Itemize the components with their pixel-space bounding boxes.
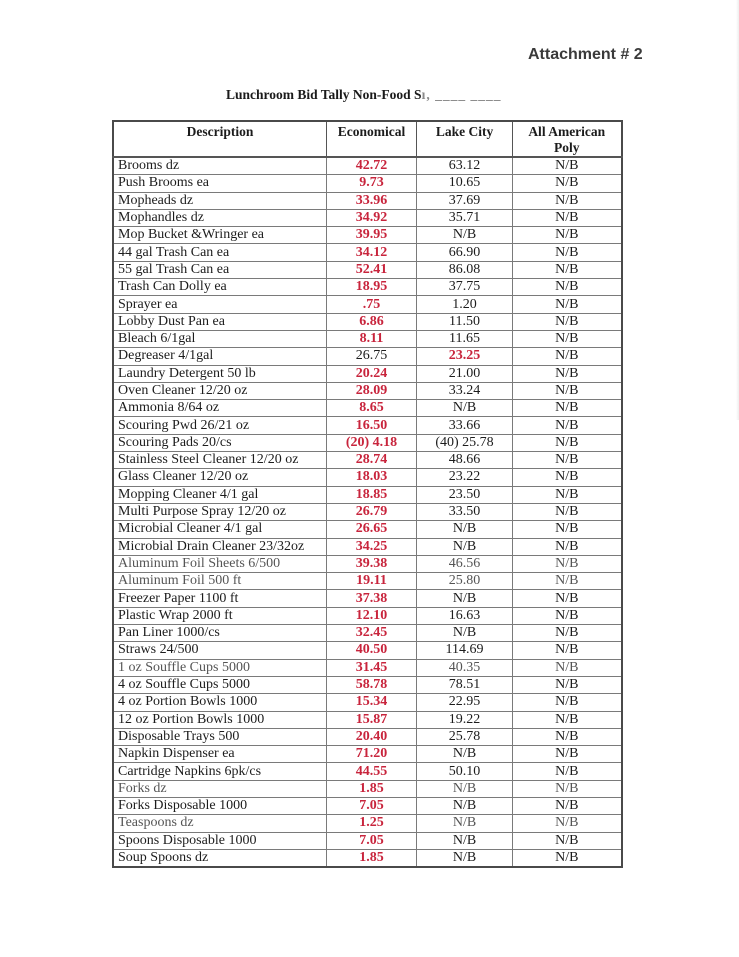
cell-economical: 1.85 [327, 849, 417, 867]
cell-description: Straws 24/500 [113, 642, 327, 659]
cell-economical: 58.78 [327, 676, 417, 693]
cell-description: Degreaser 4/1gal [113, 348, 327, 365]
cell-all-american-poly: N/B [513, 452, 622, 469]
cell-description: Lobby Dust Pan ea [113, 313, 327, 330]
cell-all-american-poly: N/B [513, 348, 622, 365]
cell-lake-city: 25.78 [417, 728, 513, 745]
cell-lake-city: 1.20 [417, 296, 513, 313]
cell-all-american-poly: N/B [513, 434, 622, 451]
cell-all-american-poly: N/B [513, 157, 622, 175]
cell-description: Soup Spoons dz [113, 849, 327, 867]
cell-economical: 1.85 [327, 780, 417, 797]
cell-description: Freezer Paper 1100 ft [113, 590, 327, 607]
cell-lake-city: N/B [417, 538, 513, 555]
cell-economical: 71.20 [327, 746, 417, 763]
table-row [113, 209, 622, 226]
table-row [113, 313, 622, 330]
cell-lake-city: 22.95 [417, 694, 513, 711]
cell-description: Glass Cleaner 12/20 oz [113, 469, 327, 486]
cell-description: Forks dz [113, 780, 327, 797]
cell-description: 12 oz Portion Bowls 1000 [113, 711, 327, 728]
cell-lake-city: 48.66 [417, 452, 513, 469]
cell-economical: 28.09 [327, 382, 417, 399]
table-row [113, 417, 622, 434]
cell-all-american-poly: N/B [513, 209, 622, 226]
cell-economical: .75 [327, 296, 417, 313]
cell-economical: 20.24 [327, 365, 417, 382]
cell-economical: 37.38 [327, 590, 417, 607]
cell-economical: 34.12 [327, 244, 417, 261]
cell-lake-city: 11.50 [417, 313, 513, 330]
cell-lake-city: N/B [417, 780, 513, 797]
table-row [113, 832, 622, 849]
cell-lake-city: 11.65 [417, 330, 513, 347]
cell-economical: 34.25 [327, 538, 417, 555]
cell-all-american-poly: N/B [513, 573, 622, 590]
cell-description: Bleach 6/1gal [113, 330, 327, 347]
table-row [113, 330, 622, 347]
cell-lake-city: N/B [417, 625, 513, 642]
table-header [113, 121, 622, 157]
cell-lake-city: 40.35 [417, 659, 513, 676]
cell-description: Pan Liner 1000/cs [113, 625, 327, 642]
cell-lake-city: N/B [417, 815, 513, 832]
table-row [113, 815, 622, 832]
bid-tally-table [112, 120, 623, 868]
cell-description: 4 oz Portion Bowls 1000 [113, 694, 327, 711]
cell-economical: 1.25 [327, 815, 417, 832]
table-row [113, 157, 622, 175]
table-row [113, 780, 622, 797]
table-row [113, 694, 622, 711]
cell-description: Cartridge Napkins 6pk/cs [113, 763, 327, 780]
cell-lake-city: 10.65 [417, 175, 513, 192]
cell-economical: 31.45 [327, 659, 417, 676]
cell-description: Brooms dz [113, 157, 327, 175]
table-row [113, 261, 622, 278]
cell-lake-city: N/B [417, 832, 513, 849]
cell-all-american-poly: N/B [513, 815, 622, 832]
cell-all-american-poly: N/B [513, 642, 622, 659]
cell-lake-city: 33.66 [417, 417, 513, 434]
cell-economical: 52.41 [327, 261, 417, 278]
document-title [226, 87, 501, 103]
cell-description: Mopping Cleaner 4/1 gal [113, 486, 327, 503]
attachment-label: Attachment # 2 [528, 46, 643, 63]
table-row [113, 503, 622, 520]
table-row [113, 434, 622, 451]
table-row [113, 348, 622, 365]
table-row [113, 244, 622, 261]
cell-description: 44 gal Trash Can ea [113, 244, 327, 261]
cell-economical: 9.73 [327, 175, 417, 192]
table-row [113, 728, 622, 745]
table-row [113, 452, 622, 469]
cell-lake-city: N/B [417, 797, 513, 814]
cell-lake-city: 78.51 [417, 676, 513, 693]
document-title-main: Lunchroom Bid Tally Non-Food S [226, 87, 422, 102]
cell-lake-city: 35.71 [417, 209, 513, 226]
document-title-faded: ı, ____ ____ [421, 87, 502, 102]
cell-economical: 32.45 [327, 625, 417, 642]
cell-all-american-poly: N/B [513, 746, 622, 763]
table-row [113, 607, 622, 624]
cell-all-american-poly: N/B [513, 763, 622, 780]
cell-lake-city: 25.80 [417, 573, 513, 590]
cell-economical: 39.38 [327, 555, 417, 572]
cell-all-american-poly: N/B [513, 728, 622, 745]
header-lake-city: Lake City [417, 121, 513, 157]
cell-economical: 8.65 [327, 400, 417, 417]
table-row [113, 763, 622, 780]
cell-lake-city: N/B [417, 400, 513, 417]
cell-description: Stainless Steel Cleaner 12/20 oz [113, 452, 327, 469]
cell-economical: 42.72 [327, 157, 417, 175]
cell-lake-city: 33.50 [417, 503, 513, 520]
cell-economical: 18.95 [327, 279, 417, 296]
table-row [113, 521, 622, 538]
cell-all-american-poly: N/B [513, 538, 622, 555]
cell-all-american-poly: N/B [513, 590, 622, 607]
cell-all-american-poly: N/B [513, 244, 622, 261]
cell-description: Mopheads dz [113, 192, 327, 209]
table-row [113, 797, 622, 814]
cell-lake-city: 50.10 [417, 763, 513, 780]
cell-all-american-poly: N/B [513, 625, 622, 642]
table-row [113, 746, 622, 763]
cell-economical: 26.79 [327, 503, 417, 520]
cell-all-american-poly: N/B [513, 659, 622, 676]
table-row [113, 296, 622, 313]
cell-all-american-poly: N/B [513, 676, 622, 693]
cell-all-american-poly: N/B [513, 365, 622, 382]
table-row [113, 227, 622, 244]
header-description: Description [113, 121, 327, 157]
table-row [113, 469, 622, 486]
cell-lake-city: 37.69 [417, 192, 513, 209]
cell-lake-city: N/B [417, 227, 513, 244]
cell-lake-city: N/B [417, 521, 513, 538]
cell-economical: 7.05 [327, 797, 417, 814]
table-row [113, 590, 622, 607]
cell-description: Ammonia 8/64 oz [113, 400, 327, 417]
cell-economical: 15.87 [327, 711, 417, 728]
cell-all-american-poly: N/B [513, 175, 622, 192]
header-row [113, 121, 622, 157]
cell-all-american-poly: N/B [513, 261, 622, 278]
cell-economical: 18.85 [327, 486, 417, 503]
cell-economical: 8.11 [327, 330, 417, 347]
cell-lake-city: 23.22 [417, 469, 513, 486]
cell-description: Oven Cleaner 12/20 oz [113, 382, 327, 399]
cell-description: Multi Purpose Spray 12/20 oz [113, 503, 327, 520]
cell-description: Mophandles dz [113, 209, 327, 226]
cell-all-american-poly: N/B [513, 192, 622, 209]
cell-all-american-poly: N/B [513, 711, 622, 728]
cell-economical: 26.75 [327, 348, 417, 365]
cell-lake-city: 23.25 [417, 348, 513, 365]
cell-lake-city: N/B [417, 590, 513, 607]
cell-description: Aluminum Foil Sheets 6/500 [113, 555, 327, 572]
cell-all-american-poly: N/B [513, 521, 622, 538]
cell-description: Scouring Pwd 26/21 oz [113, 417, 327, 434]
table-row [113, 400, 622, 417]
cell-lake-city: 21.00 [417, 365, 513, 382]
table-row [113, 382, 622, 399]
table-row [113, 659, 622, 676]
cell-economical: 6.86 [327, 313, 417, 330]
cell-lake-city: 86.08 [417, 261, 513, 278]
cell-description: 1 oz Souffle Cups 5000 [113, 659, 327, 676]
table-row [113, 192, 622, 209]
table-row [113, 538, 622, 555]
cell-description: Push Brooms ea [113, 175, 327, 192]
cell-economical: 19.11 [327, 573, 417, 590]
cell-description: Microbial Drain Cleaner 23/32oz [113, 538, 327, 555]
cell-description: Mop Bucket &Wringer ea [113, 227, 327, 244]
table-row [113, 625, 622, 642]
cell-all-american-poly: N/B [513, 780, 622, 797]
cell-description: Napkin Dispenser ea [113, 746, 327, 763]
cell-description: Spoons Disposable 1000 [113, 832, 327, 849]
cell-economical: 12.10 [327, 607, 417, 624]
cell-lake-city: 37.75 [417, 279, 513, 296]
cell-description: Teaspoons dz [113, 815, 327, 832]
cell-all-american-poly: N/B [513, 469, 622, 486]
cell-lake-city: 16.63 [417, 607, 513, 624]
table-row [113, 175, 622, 192]
cell-economical: 40.50 [327, 642, 417, 659]
header-all-american-poly: All American Poly [513, 121, 622, 157]
cell-all-american-poly: N/B [513, 313, 622, 330]
cell-economical: 39.95 [327, 227, 417, 244]
table-row [113, 486, 622, 503]
table-row [113, 676, 622, 693]
cell-economical: (20) 4.18 [327, 434, 417, 451]
cell-all-american-poly: N/B [513, 694, 622, 711]
cell-economical: 7.05 [327, 832, 417, 849]
cell-description: 4 oz Souffle Cups 5000 [113, 676, 327, 693]
cell-economical: 15.34 [327, 694, 417, 711]
cell-all-american-poly: N/B [513, 330, 622, 347]
cell-all-american-poly: N/B [513, 417, 622, 434]
table-row [113, 365, 622, 382]
cell-all-american-poly: N/B [513, 797, 622, 814]
cell-economical: 34.92 [327, 209, 417, 226]
cell-economical: 28.74 [327, 452, 417, 469]
cell-all-american-poly: N/B [513, 279, 622, 296]
cell-lake-city: 23.50 [417, 486, 513, 503]
cell-all-american-poly: N/B [513, 486, 622, 503]
cell-description: Disposable Trays 500 [113, 728, 327, 745]
cell-economical: 33.96 [327, 192, 417, 209]
cell-description: Forks Disposable 1000 [113, 797, 327, 814]
cell-description: Trash Can Dolly ea [113, 279, 327, 296]
table-row [113, 279, 622, 296]
table-row [113, 555, 622, 572]
cell-description: Scouring Pads 20/cs [113, 434, 327, 451]
table-row [113, 642, 622, 659]
cell-description: Aluminum Foil 500 ft [113, 573, 327, 590]
table-body [113, 157, 622, 867]
cell-description: Laundry Detergent 50 lb [113, 365, 327, 382]
cell-economical: 20.40 [327, 728, 417, 745]
table-row [113, 573, 622, 590]
cell-lake-city: 33.24 [417, 382, 513, 399]
cell-all-american-poly: N/B [513, 400, 622, 417]
table-row [113, 711, 622, 728]
cell-lake-city: 46.56 [417, 555, 513, 572]
cell-lake-city: N/B [417, 849, 513, 867]
cell-economical: 26.65 [327, 521, 417, 538]
cell-economical: 16.50 [327, 417, 417, 434]
header-economical: Economical [327, 121, 417, 157]
cell-description: 55 gal Trash Can ea [113, 261, 327, 278]
cell-economical: 44.55 [327, 763, 417, 780]
cell-all-american-poly: N/B [513, 832, 622, 849]
cell-all-american-poly: N/B [513, 555, 622, 572]
cell-all-american-poly: N/B [513, 503, 622, 520]
cell-lake-city: 66.90 [417, 244, 513, 261]
cell-all-american-poly: N/B [513, 296, 622, 313]
cell-all-american-poly: N/B [513, 227, 622, 244]
cell-all-american-poly: N/B [513, 382, 622, 399]
cell-lake-city: 19.22 [417, 711, 513, 728]
cell-economical: 18.03 [327, 469, 417, 486]
cell-lake-city: 63.12 [417, 157, 513, 175]
cell-lake-city: N/B [417, 746, 513, 763]
table-row [113, 849, 622, 867]
cell-lake-city: 114.69 [417, 642, 513, 659]
cell-description: Plastic Wrap 2000 ft [113, 607, 327, 624]
cell-description: Microbial Cleaner 4/1 gal [113, 521, 327, 538]
cell-all-american-poly: N/B [513, 849, 622, 867]
cell-all-american-poly: N/B [513, 607, 622, 624]
cell-lake-city: (40) 25.78 [417, 434, 513, 451]
cell-description: Sprayer ea [113, 296, 327, 313]
